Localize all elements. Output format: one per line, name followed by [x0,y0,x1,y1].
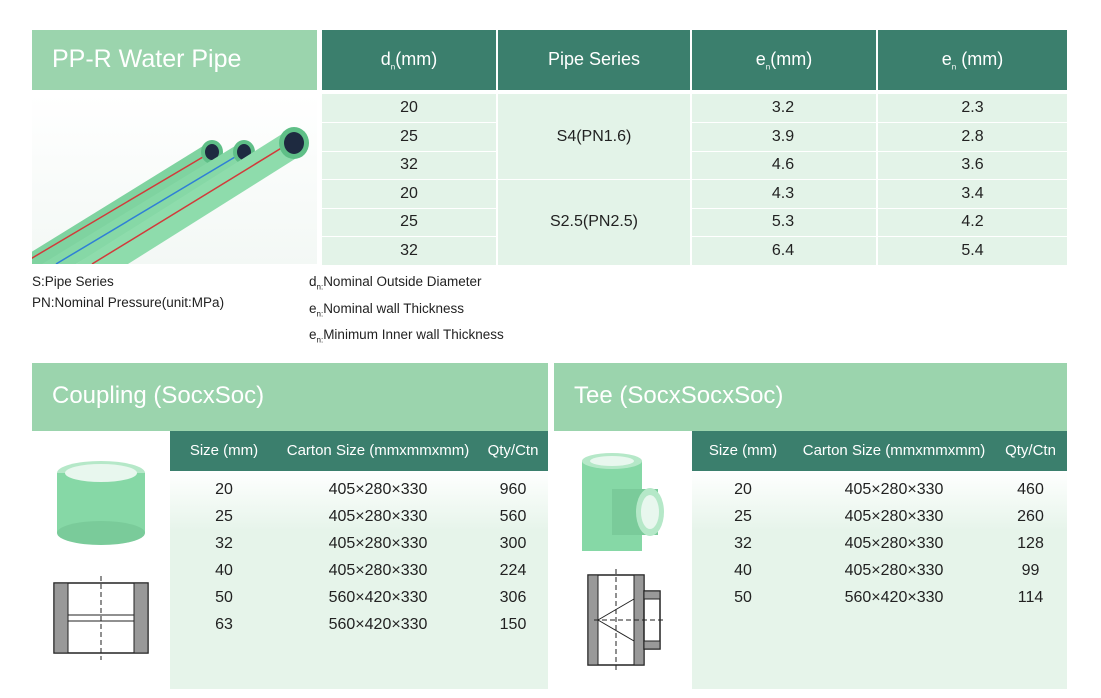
cell-size: 50 [215,589,233,606]
note-en-text: Nominal wall Thickness [323,300,464,316]
col-qty: Qty/Ctn [1005,442,1056,459]
pipe-table-body [322,94,1067,265]
header-dn [322,30,496,90]
cell-qty: 300 [499,535,527,552]
note-en-min [309,324,504,351]
cell-qty: 114 [1017,589,1044,606]
cell-en: 5.3 [771,213,795,230]
table-row [692,503,1067,530]
cell-size: 20 [734,481,752,498]
header-pipe-series-label: Pipe Series [547,49,641,69]
cell-qty: 128 [1017,535,1044,552]
note-dn [309,271,504,298]
pipe-series-s25: S2.5(PN2.5) [549,213,639,230]
note-dn-sub: n: [316,282,324,292]
table-row [322,94,1067,122]
col-carton-size: Carton Size (mmxmmxmm) [286,442,470,459]
cell-en-min: 4.2 [961,213,984,230]
cell-carton: 405×280×330 [328,562,428,579]
header-dn-sub: n [390,62,396,72]
table-row [322,123,1067,151]
pipes-illustration [32,94,317,264]
pipe-title: PP-R Water Pipe [32,30,317,90]
col-qty: Qty/Ctn [487,442,539,459]
header-en-main: e [755,49,766,69]
notes-right [309,271,504,351]
table-row [322,208,1067,236]
tee-illustration [554,431,692,689]
cell-en-min: 3.6 [961,156,984,173]
cell-en: 3.9 [771,128,795,145]
cell-dn: 32 [400,156,418,173]
cell-carton: 405×280×330 [328,481,428,498]
cell-size: 50 [734,589,752,606]
note-en-sym: e [309,300,317,316]
cell-qty: 260 [1017,508,1044,525]
tee-title: Tee (SocxSocxSoc) [554,363,1067,431]
cell-size: 40 [215,562,233,579]
col-size: Size (mm) [189,442,259,459]
note-pipe-series: S:Pipe Series [32,274,114,289]
table-row [170,557,548,584]
cell-carton: 560×420×330 [328,616,428,633]
cell-size: 40 [734,562,752,579]
tee-table-header [692,431,1067,471]
note-dn-text: Nominal Outside Diameter [323,274,482,289]
note-en-min-text: Minimum Inner wall Thickness [323,327,504,343]
cell-carton: 560×420×330 [328,589,428,606]
cell-en-min: 3.4 [961,185,984,202]
header-dn-unit: (mm) [395,49,438,69]
cell-carton: 560×420×330 [844,589,944,606]
cell-dn: 20 [400,99,418,116]
cell-qty: 99 [1021,562,1040,579]
note-en-min-sym: e [309,327,317,343]
cell-size: 20 [215,481,233,498]
cell-size: 25 [734,508,752,525]
cell-en: 3.2 [771,99,795,116]
header-en-min-sub: n [951,62,957,72]
header-dn-main: d [380,49,391,69]
cell-size: 63 [215,616,233,633]
header-en-min-main: e [941,49,952,69]
header-pipe-series [498,30,690,90]
cell-carton: 405×280×330 [844,481,944,498]
header-en-unit: (mm) [770,49,813,69]
cell-size: 32 [215,535,233,552]
cell-qty: 960 [499,481,527,498]
cell-en-min: 2.3 [961,99,984,116]
cell-qty: 224 [499,562,527,579]
note-en [309,298,504,325]
col-size: Size (mm) [708,442,778,459]
cell-qty: 460 [1017,481,1044,498]
coupling-table-header [170,431,548,471]
table-row [170,584,548,611]
cell-en: 4.6 [771,156,795,173]
table-row [170,611,548,638]
table-row [692,530,1067,557]
table-row [170,503,548,530]
tee-image [554,431,692,689]
cell-carton: 405×280×330 [328,535,428,552]
cell-qty: 150 [499,616,527,633]
note-dn-sym: d [309,274,317,289]
header-en-min-unit: (mm) [956,49,1004,69]
notes-left [32,271,224,313]
cell-size: 25 [215,508,233,525]
table-row [692,584,1067,611]
note-en-sub: n: [316,309,324,319]
table-row [322,151,1067,179]
table-row [170,530,548,557]
cell-carton: 405×280×330 [844,562,944,579]
cell-dn: 25 [400,213,418,230]
cell-qty: 306 [499,589,527,606]
cell-en: 6.4 [771,242,795,259]
cell-en-min: 2.8 [961,128,984,145]
coupling-image [32,431,170,689]
cell-dn: 20 [400,185,418,202]
cell-en-min: 5.4 [961,242,984,259]
coupling-title: Coupling (SocxSoc) [32,363,548,431]
cell-size: 32 [734,535,752,552]
note-nominal-pressure: PN:Nominal Pressure(unit:MPa) [32,295,225,310]
table-row [322,237,1067,265]
pipe-series-s4: S4(PN1.6) [556,128,632,145]
cell-carton: 405×280×330 [844,535,944,552]
table-row [170,476,548,503]
header-en-min [878,30,1067,90]
cell-qty: 560 [499,508,527,525]
header-en [692,30,876,90]
table-row [322,180,1067,208]
cell-dn: 32 [400,242,418,259]
table-row [692,476,1067,503]
cell-dn: 25 [400,128,418,145]
coupling-illustration [32,431,170,689]
header-en-sub: n [765,62,771,72]
col-carton-size: Carton Size (mmxmmxmm) [802,442,986,459]
cell-carton: 405×280×330 [328,508,428,525]
note-en-min-sub: n: [316,336,324,346]
cell-en: 4.3 [771,185,795,202]
table-row [692,557,1067,584]
cell-carton: 405×280×330 [844,508,944,525]
pipe-image [32,94,317,264]
